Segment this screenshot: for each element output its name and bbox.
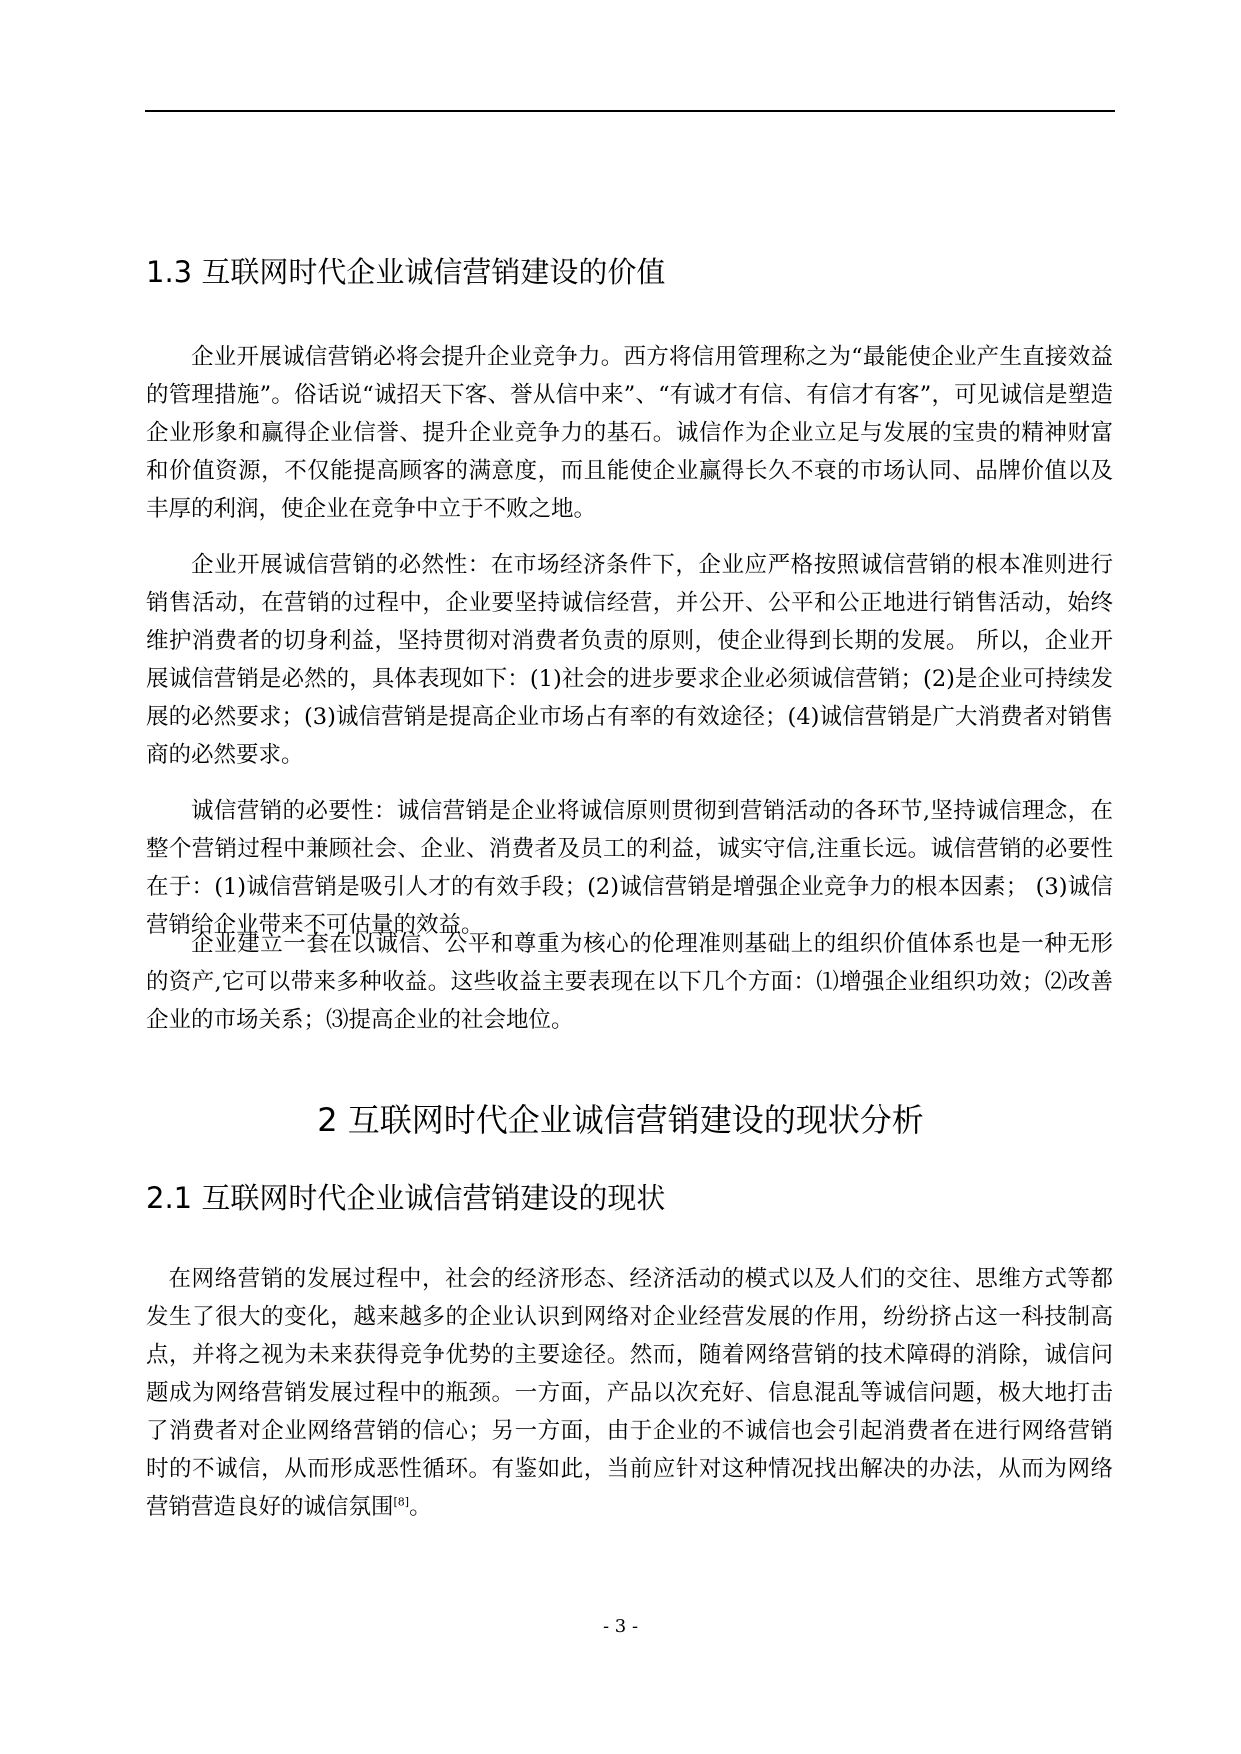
paragraph-current-status-text: 在网络营销的发展过程中，社会的经济形态、经济活动的模式以及人们的交往、思维方式等都发生了很大的变化，越来越多的企业认识到网络对企业经营发展的作用，纷纷挤占这一科技制高点，并将之视为未来获得竞争优势的主要途径。然而，随着网络营销的技术障碍的消除，诚信问题成为网络营销发展过程中的瓶颈。一方面，产品以次充好、信息混乱等诚信问题，极大地打击了消费者对企业网络营销的信心；另一方面，由于企业的不诚信也会引起消费者在进行网络营销时的不诚信，从而形成恶性循环。有鉴如此，当前应针对这种情况找出解决的办法，从而为网络营销营造良好的诚信氛围 [146, 1266, 1113, 1520]
reference-mark: [8] [393, 1495, 410, 1509]
paragraph-necessity: 诚信营销的必要性：诚信营销是企业将诚信原则贯彻到营销活动的各环节,坚持诚信理念，在整个营销过程中兼顾社会、企业、消费者及员工的利益，诚实守信,注重长远。诚信营销的必要性在于：(1)诚信营销是吸引人才的有效手段；(2)诚信营销是增强企业竞争力的根本因素； (3)诚信营销给企业带来不可估量的效益。 [146, 798, 1113, 938]
paragraph-competitiveness: 企业开展诚信营销必将会提升企业竞争力。西方将信用管理称之为“最能使企业产生直接效益的管理措施”。俗话说“诚招天下客、誉从信中来”、“有诚才有信、有信才有客”，可见诚信是塑造企业形象和赢得企业信誉、提升企业竞争力的基石。诚信作为企业立足与发展的宝贵的精神财富和价值资源，不仅能提高顾客的满意度，而且能使企业赢得长久不衰的市场认同、品牌价值以及丰厚的利润，使企业在竞争中立于不败之地。 [146, 344, 1113, 522]
paragraph-current-status [146, 1260, 1113, 1526]
page-number: - 3 - [602, 1616, 639, 1637]
chapter-heading-2: 2 互联网时代企业诚信营销建设的现状分析 [317, 1101, 924, 1139]
section-heading-1-3: 1.3 互联网时代企业诚信营销建设的价值 [146, 255, 666, 289]
paragraph-current-status-end: 。 [409, 1494, 432, 1520]
paragraph-inevitability: 企业开展诚信营销的必然性：在市场经济条件下，企业应严格按照诚信营销的根本准则进行销售活动，在营销的过程中，企业要坚持诚信经营，并公开、公平和公正地进行销售活动，始终维护消费者的切身利益，坚持贯彻对消费者负责的原则，使企业得到长期的发展。 所以，企业开展诚信营销是必然的，具体表现如下：(1)社会的进步要求企业必须诚信营销；(2)是企业可持续发展的必然要求；(3)诚信营销是提高企业市场占有率的有效途径；(4)诚信营销是广大消费者对销售商的必然要求。 [146, 552, 1113, 768]
paragraph-value-system: 企业建立一套在以诚信、公平和尊重为核心的伦理准则基础上的组织价值体系也是一种无形的资产,它可以带来多种收益。这些收益主要表现在以下几个方面：⑴增强企业组织功效；⑵改善企业的市场关系；⑶提高企业的社会地位。 [146, 931, 1113, 1033]
section-heading-2-1: 2.1 互联网时代企业诚信营销建设的现状 [146, 1181, 666, 1215]
header-rule [145, 110, 1115, 112]
